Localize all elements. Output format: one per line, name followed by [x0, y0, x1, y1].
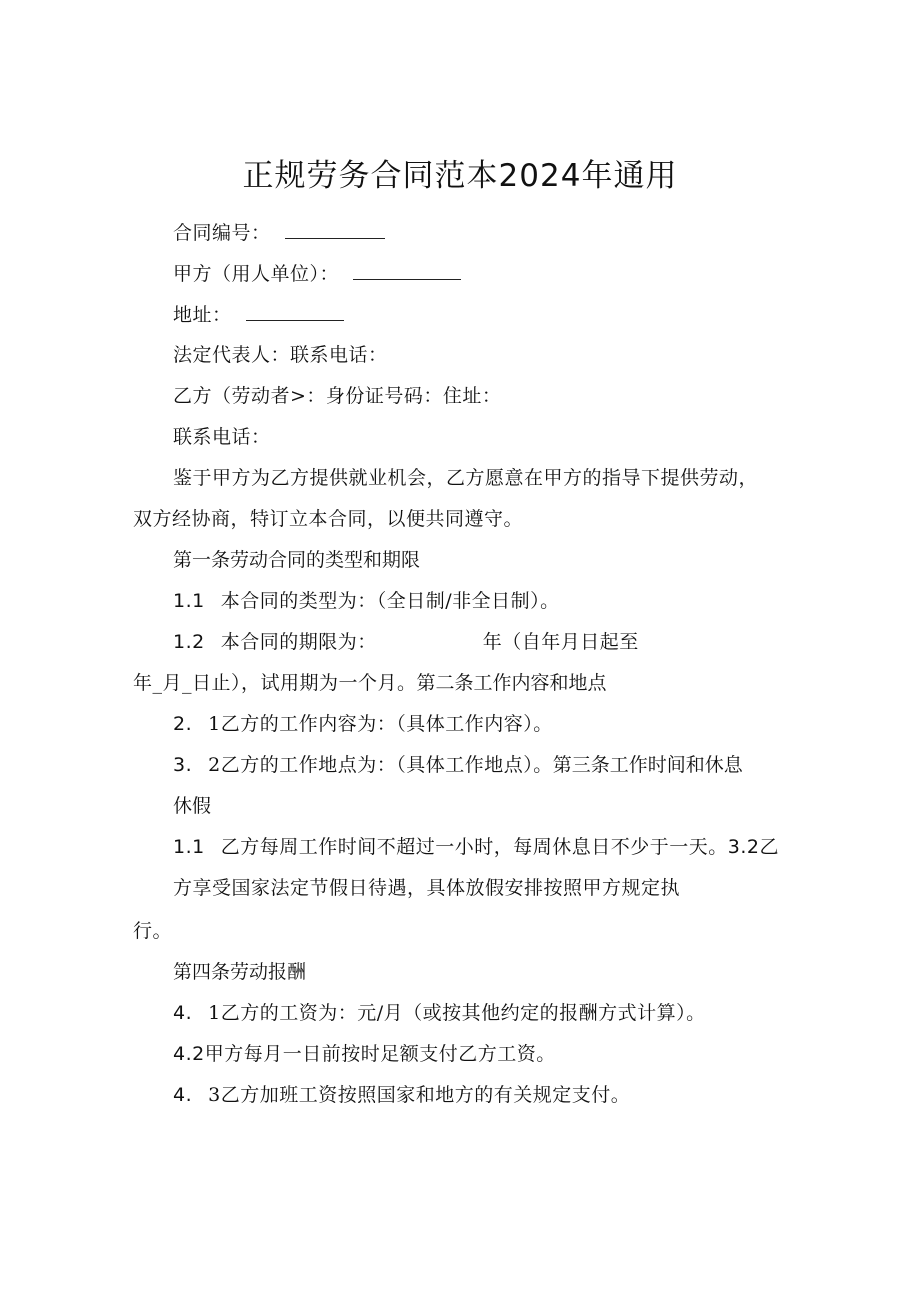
clause-3-2-number: 3.2 [727, 836, 760, 858]
clause-2-1 [173, 712, 553, 736]
contract-number-blank [285, 220, 385, 239]
clause-1-1-text: 本合同的类型为：（全日制/非全日制）。 [220, 590, 560, 612]
clause-4-1 [173, 1001, 706, 1025]
clause-3-1-number: 1.1 [173, 836, 205, 858]
article-4-heading: 第四条劳动报酬 [173, 961, 307, 983]
party-a-line [173, 261, 461, 286]
article-2-heading: 第二条工作内容和地点 [416, 672, 607, 694]
party-b-line: 乙方（劳动者>：身份证号码：住址： [173, 385, 502, 407]
clause-1-2 [173, 630, 639, 654]
address-blank [246, 302, 344, 321]
clause-2-1-number: 2. [173, 713, 193, 735]
clause-1-2-text: 本合同的期限为： [220, 631, 377, 653]
clause-3-1-text: 乙方每周工作时间不超过一小时，每周休息日不少于一天。 [220, 836, 728, 858]
clause-4-2-text: 甲方每月一日前按时足额支付乙方工资。 [204, 1043, 556, 1065]
clause-2-2-number: 3. [173, 754, 193, 776]
phone-line: 联系电话： [173, 426, 271, 448]
clause-4-3 [173, 1083, 630, 1107]
article-3-heading-continued: 休假 [173, 795, 212, 817]
clause-1-1 [173, 589, 560, 613]
address-label: 地址： [173, 304, 232, 326]
clause-1-2-tail: 年（自年月日起至 [482, 631, 639, 653]
clause-3-1 [173, 835, 779, 859]
clause-4-1-text: 1乙方的工资为：元/月（或按其他约定的报酬方式计算）。 [208, 1002, 706, 1024]
party-a-blank [353, 261, 461, 280]
contract-number-line [173, 220, 385, 245]
party-a-label: 甲方（用人单位）： [173, 263, 340, 285]
clause-1-2-number: 1.2 [173, 631, 205, 653]
article-1-heading: 第一条劳动合同的类型和期限 [173, 549, 421, 571]
clause-3-2-text-start: 乙 [759, 836, 779, 858]
clause-2-2-text: 2乙方的工作地点为：（具体工作地点）。 [208, 754, 553, 776]
clause-1-1-number: 1.1 [173, 590, 205, 612]
clause-2-1-text: 1乙方的工作内容为：（具体工作内容）。 [208, 713, 553, 735]
clause-4-3-text: 3乙方加班工资按照国家和地方的有关规定支付。 [208, 1084, 631, 1106]
clause-2-2 [173, 753, 743, 777]
clause-3-2-line-2: 方享受国家法定节假日待遇，具体放假安排按照甲方规定执 [173, 877, 681, 899]
article-3-heading: 第三条工作时间和休息 [552, 754, 743, 776]
clause-1-2-continued [133, 671, 607, 695]
address-line [173, 302, 344, 327]
preamble-line-1: 鉴于甲方为乙方提供就业机会，乙方愿意在甲方的指导下提供劳动， [173, 467, 759, 489]
clause-4-2 [173, 1042, 556, 1066]
clause-4-3-number: 4. [173, 1084, 193, 1106]
preamble-line-2: 双方经协商，特订立本合同，以便共同遵守。 [133, 508, 524, 530]
contract-number-label: 合同编号： [173, 222, 271, 244]
legal-rep-line: 法定代表人：联系电话： [173, 344, 388, 366]
clause-4-1-number: 4. [173, 1002, 193, 1024]
document-title: 正规劳务合同范本2024年通用 [242, 158, 678, 194]
clause-3-2-line-3: 行。 [133, 920, 173, 942]
clause-4-2-number: 4.2 [173, 1043, 205, 1065]
clause-1-2-line2: 年_月_日止），试用期为一个月。 [133, 672, 417, 694]
